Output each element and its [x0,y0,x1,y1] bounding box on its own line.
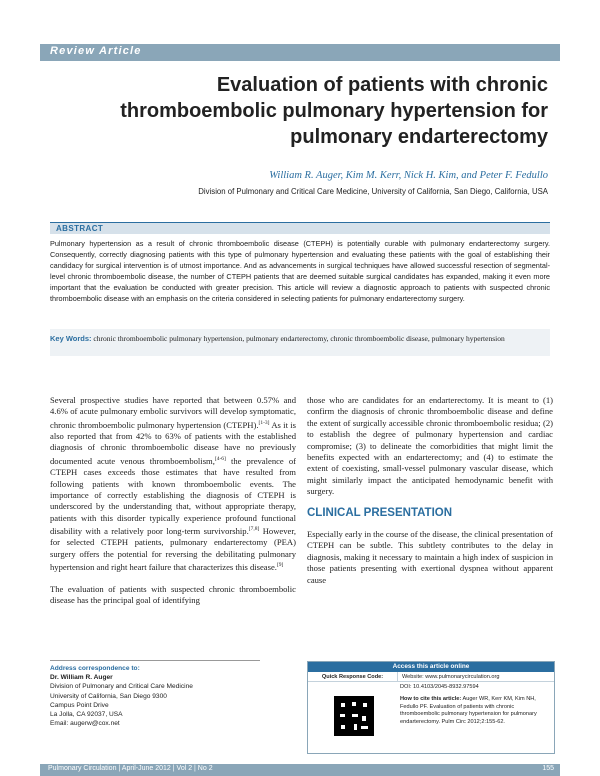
right-paragraph-1: those who are candidates for an endarterectomy. It is meant to (1) confirm the diagnosis of chronic thromboembolic disease and define the extent of surgically accessible chronic thromboembolic residua; (2) to establish the degree of pulmonary hypertension and cardiac compromise; (3) to delineate the comorbidities that might limit the benefits expected with an endarterectomy; and (4) to estimate the extent of coexisting, small-vessel pulmonary vascular disease, which might similarly impact the anticipated hemodynamic benefit with surgery. [307,395,553,497]
article-title: Evaluation of patients with chronic thromboembolic pulmonary hypertension for pulmonary endarterectomy [120,74,548,148]
journal-info: Pulmonary Circulation | April-June 2012 | Vol 2 | No 2 [48,765,213,772]
cite-label: How to cite this article: [400,696,462,702]
abstract-text: Pulmonary hypertension as a result of chronic thromboembolic disease (CTEPH) is potentially curable with pulmonary endarterectomy surgery. Consequently, correctly diagnosing patients with this type of pulmonary hypertension and evaluating these patients with the goal of establishing their candidacy for surgical intervention is of utmost importance. And as advancements in surgical techniques have allowed successful resection of segmental-level chronic thromboembolic disease, the number of CTEPH patients that are deemed suitable surgical candidates has expanded, making it even more important that the evaluation be conducted with greater precision. This article will review a diagnostic approach to patients with suspected chronic thromboembolic disease with an emphasis on the criteria considered in selecting patients for pulmonary endarterectomy surgery. [50,239,550,303]
section-banner [40,44,560,61]
left-paragraph-1: Several prospective studies have reported that between 0.57% and 4.6% of acute pulmonary embolic survivors will develop symptomatic, chronic thromboembolic pulmonary hypertension (CTEPH).[1-3] As it is also reported that from 42% to 63% of patients with the established diagnosis of chronic thromboembolic disease have no previously documented acute venous thromboembolism,[4-6] the prevalence of CTEPH cases exceeds those estimates that have resulted from following patients with known thromboembolic events. The importance of correctly establishing the diagnosis of CTEPH is underscored by the understanding that, without appropriate therapy, patients with this disorder typically experience profound functional disability with a relatively poor long-term survivorship.[7,8] However, for selected CTEPH patients, pulmonary endarterectomy (PEA) surgery offers the potential for reversing the debilitating pulmonary hypertension and right heart failure that characterizes this disease.[9] [50,395,296,573]
access-row [308,672,554,682]
doi[interactable]: DOI: 10.4103/2045-8932.97594 [400,684,479,690]
correspondence-name: Dr. William R. Auger [50,674,113,682]
left-paragraph-2: The evaluation of patients with suspected chronic thromboembolic disease has the principal goal of identifying [50,583,296,605]
abstract-header [50,222,550,234]
access-box [307,661,555,754]
correspondence-block [50,660,260,728]
right-paragraph-2: Especially early in the course of the disease, the clinical presentation of CTEPH can be subtle. This subtlety contributes to the delay in diagnosis, making it necessary to maintain a high index of suspicion in those patients presenting with exertional dyspnea without apparent cause [307,529,553,585]
citation-ref[interactable]: [4-6] [214,455,226,462]
authors: William R. Auger, Kim M. Kerr, Nick H. Kim, and Peter F. Fedullo [269,170,548,181]
keywords-text: chronic thromboembolic pulmonary hypertension, pulmonary endarterectomy, chronic thromboembolic disease, pulmonary hypertension [93,334,505,343]
correspondence-email[interactable]: Email: augerw@cox.net [50,720,120,728]
correspondence-line: Division of Pulmonary and Critical Care Medicine [50,683,193,691]
keywords [50,333,550,344]
section-heading: CLINICAL PRESENTATION [307,506,453,519]
affiliation: Division of Pulmonary and Critical Care Medicine, University of California, San Diego, California, USA [198,187,548,196]
qr-code-icon[interactable] [334,696,374,736]
section-label: Review Article [50,45,142,57]
correspondence-label: Address correspondence to: [50,665,140,672]
cite-text: Auger WR, Kerr KM, Kim NH, Fedullo PF. Evaluation of patients with chronic thromboembolic pulmonary hypertension for pulmonary endarterectomy. Pulm Circ 2012;2:155-62. [400,696,537,725]
citation-ref[interactable]: [1-3] [258,419,270,426]
page-number: 155 [542,765,554,772]
citation-block [400,696,552,726]
citation-ref[interactable]: [9] [276,562,284,569]
access-header: Access this article online [308,662,554,672]
left-column [50,395,296,616]
correspondence-line: Campus Point Drive [50,701,109,709]
right-column [307,395,553,596]
keywords-label: Key Words: [50,334,92,343]
website-link[interactable]: Website: www.pulmonarycirculation.org [402,674,500,680]
correspondence-line: La Jolla, CA 92037, USA [50,711,123,719]
page-footer [40,764,560,776]
qr-label: Quick Response Code: [308,672,398,681]
abstract-label: ABSTRACT [56,224,104,233]
citation-ref[interactable]: [7,8] [248,526,260,533]
correspondence-line: University of California, San Diego 9300 [50,692,167,700]
